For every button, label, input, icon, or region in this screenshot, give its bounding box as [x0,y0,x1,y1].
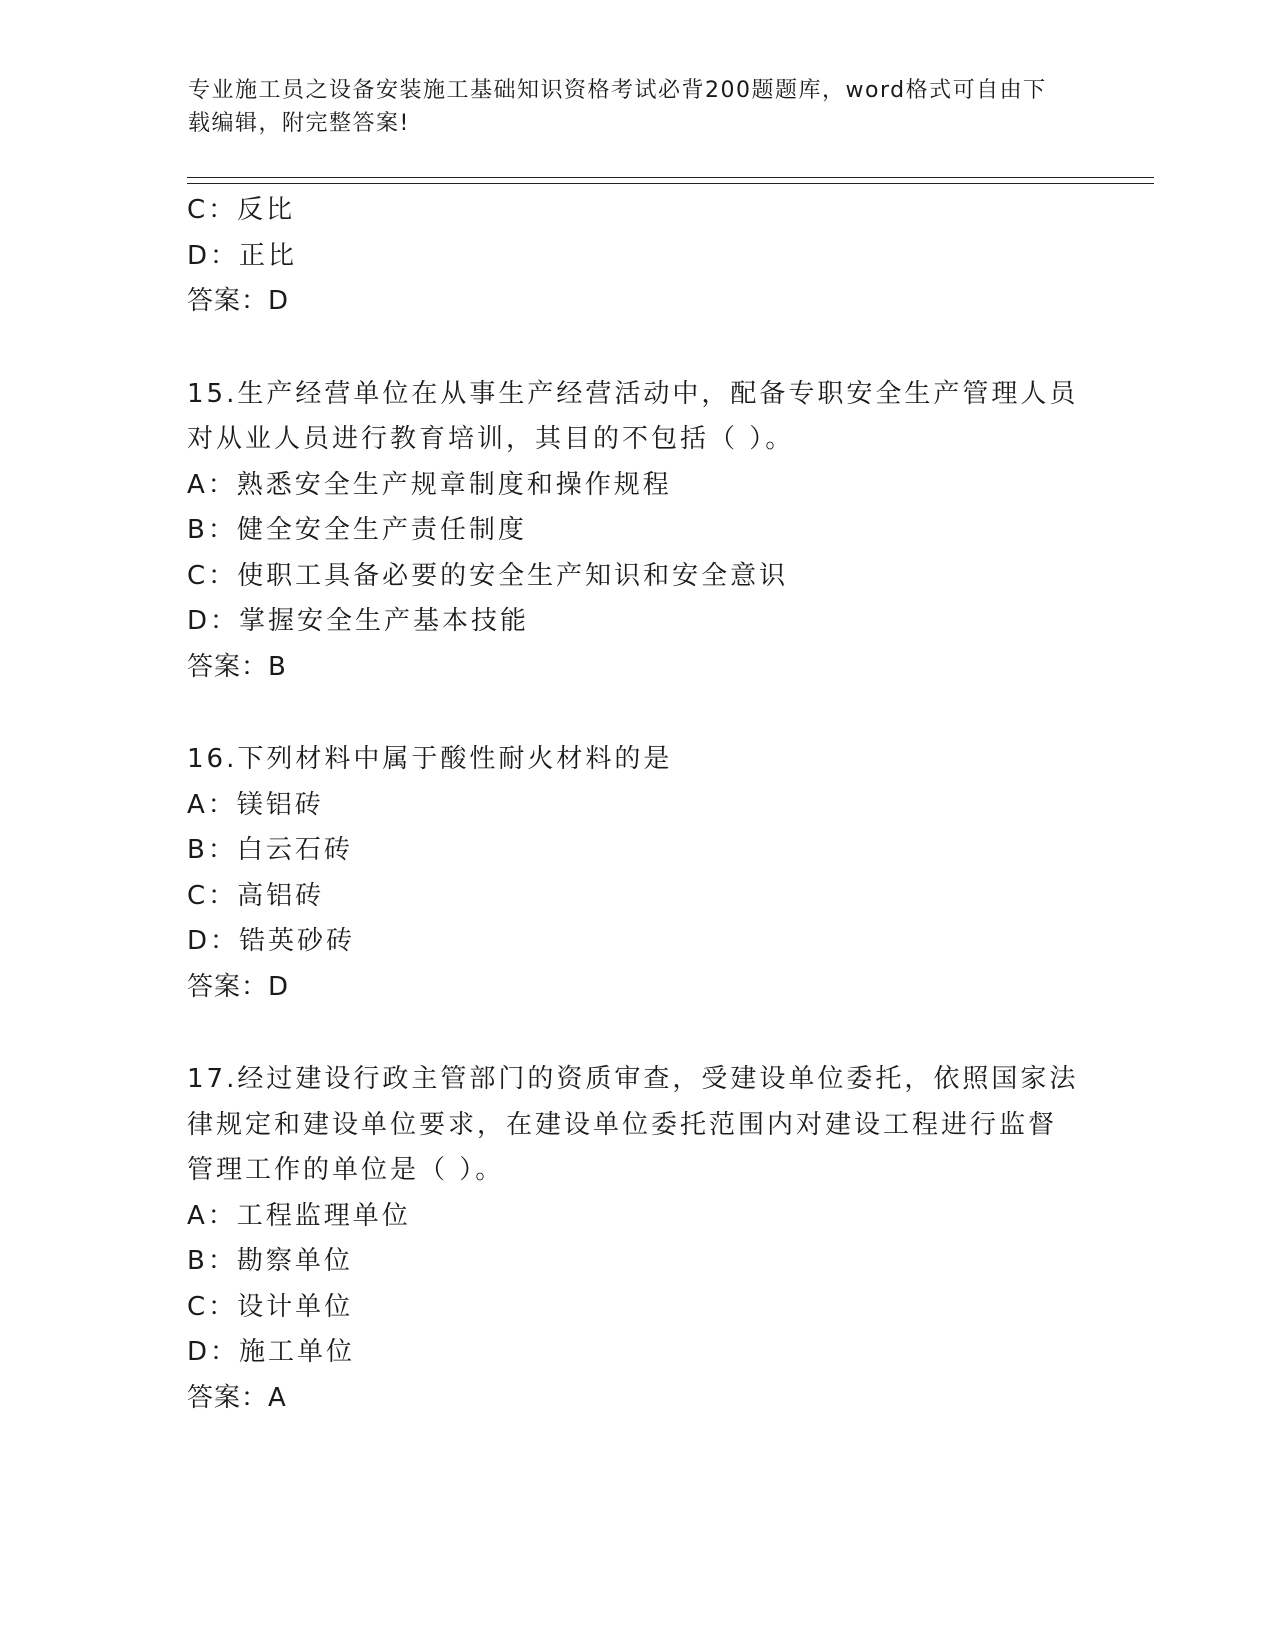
question-14-continuation [187,188,1087,325]
question-15 [187,372,1087,691]
question-stem: 15.生产经营单位在从事生产经营活动中，配备专职安全生产管理人员 [187,378,1079,409]
document-body [187,188,1087,1421]
spacer [187,325,1087,372]
option-a: A：熟悉安全生产规章制度和操作规程 [187,469,672,500]
answer-line: 答案：A [187,1382,287,1413]
question-stem: 17.经过建设行政主管部门的资质审查，受建设单位委托，依照国家法 [187,1064,1079,1094]
option-a: A：工程监理单位 [187,1200,411,1231]
option-d: D：正比 [187,240,298,271]
option-c: C：反比 [187,195,296,225]
option-d: D：掌握安全生产基本技能 [187,606,530,636]
option-b: B：勘察单位 [187,1246,353,1276]
option-b: B：白云石砖 [187,835,353,865]
answer-line: 答案：D [187,971,290,1002]
option-c: C：设计单位 [187,1291,354,1322]
option-d: D：施工单位 [187,1337,356,1367]
answer-line: 答案：D [187,286,290,316]
answer-line: 答案：B [187,651,287,682]
option-c: C：使职工具备必要的安全生产知识和安全意识 [187,560,789,591]
option-b: B：健全安全生产责任制度 [187,515,527,545]
header-divider [187,177,1154,184]
spacer [187,690,1087,737]
question-stem: 管理工作的单位是（ ）。 [187,1155,505,1185]
question-16 [187,737,1087,1010]
option-c: C：高铝砖 [187,880,325,911]
question-stem: 对从业人员进行教育培训，其目的不包括（ ）。 [187,424,795,454]
question-stem: 律规定和建设单位要求，在建设单位委托范围内对建设工程进行监督 [187,1109,1058,1140]
question-17 [187,1057,1087,1421]
document-header: 专业施工员之设备安装施工基础知识资格考试必背200题题库，word格式可自由下载编辑，附完整答案! [188,78,1047,136]
option-a: A：镁铝砖 [187,789,324,820]
question-stem: 16.下列材料中属于酸性耐火材料的是 [187,744,673,774]
option-d: D：锆英砂砖 [187,926,356,956]
spacer [187,1010,1087,1057]
